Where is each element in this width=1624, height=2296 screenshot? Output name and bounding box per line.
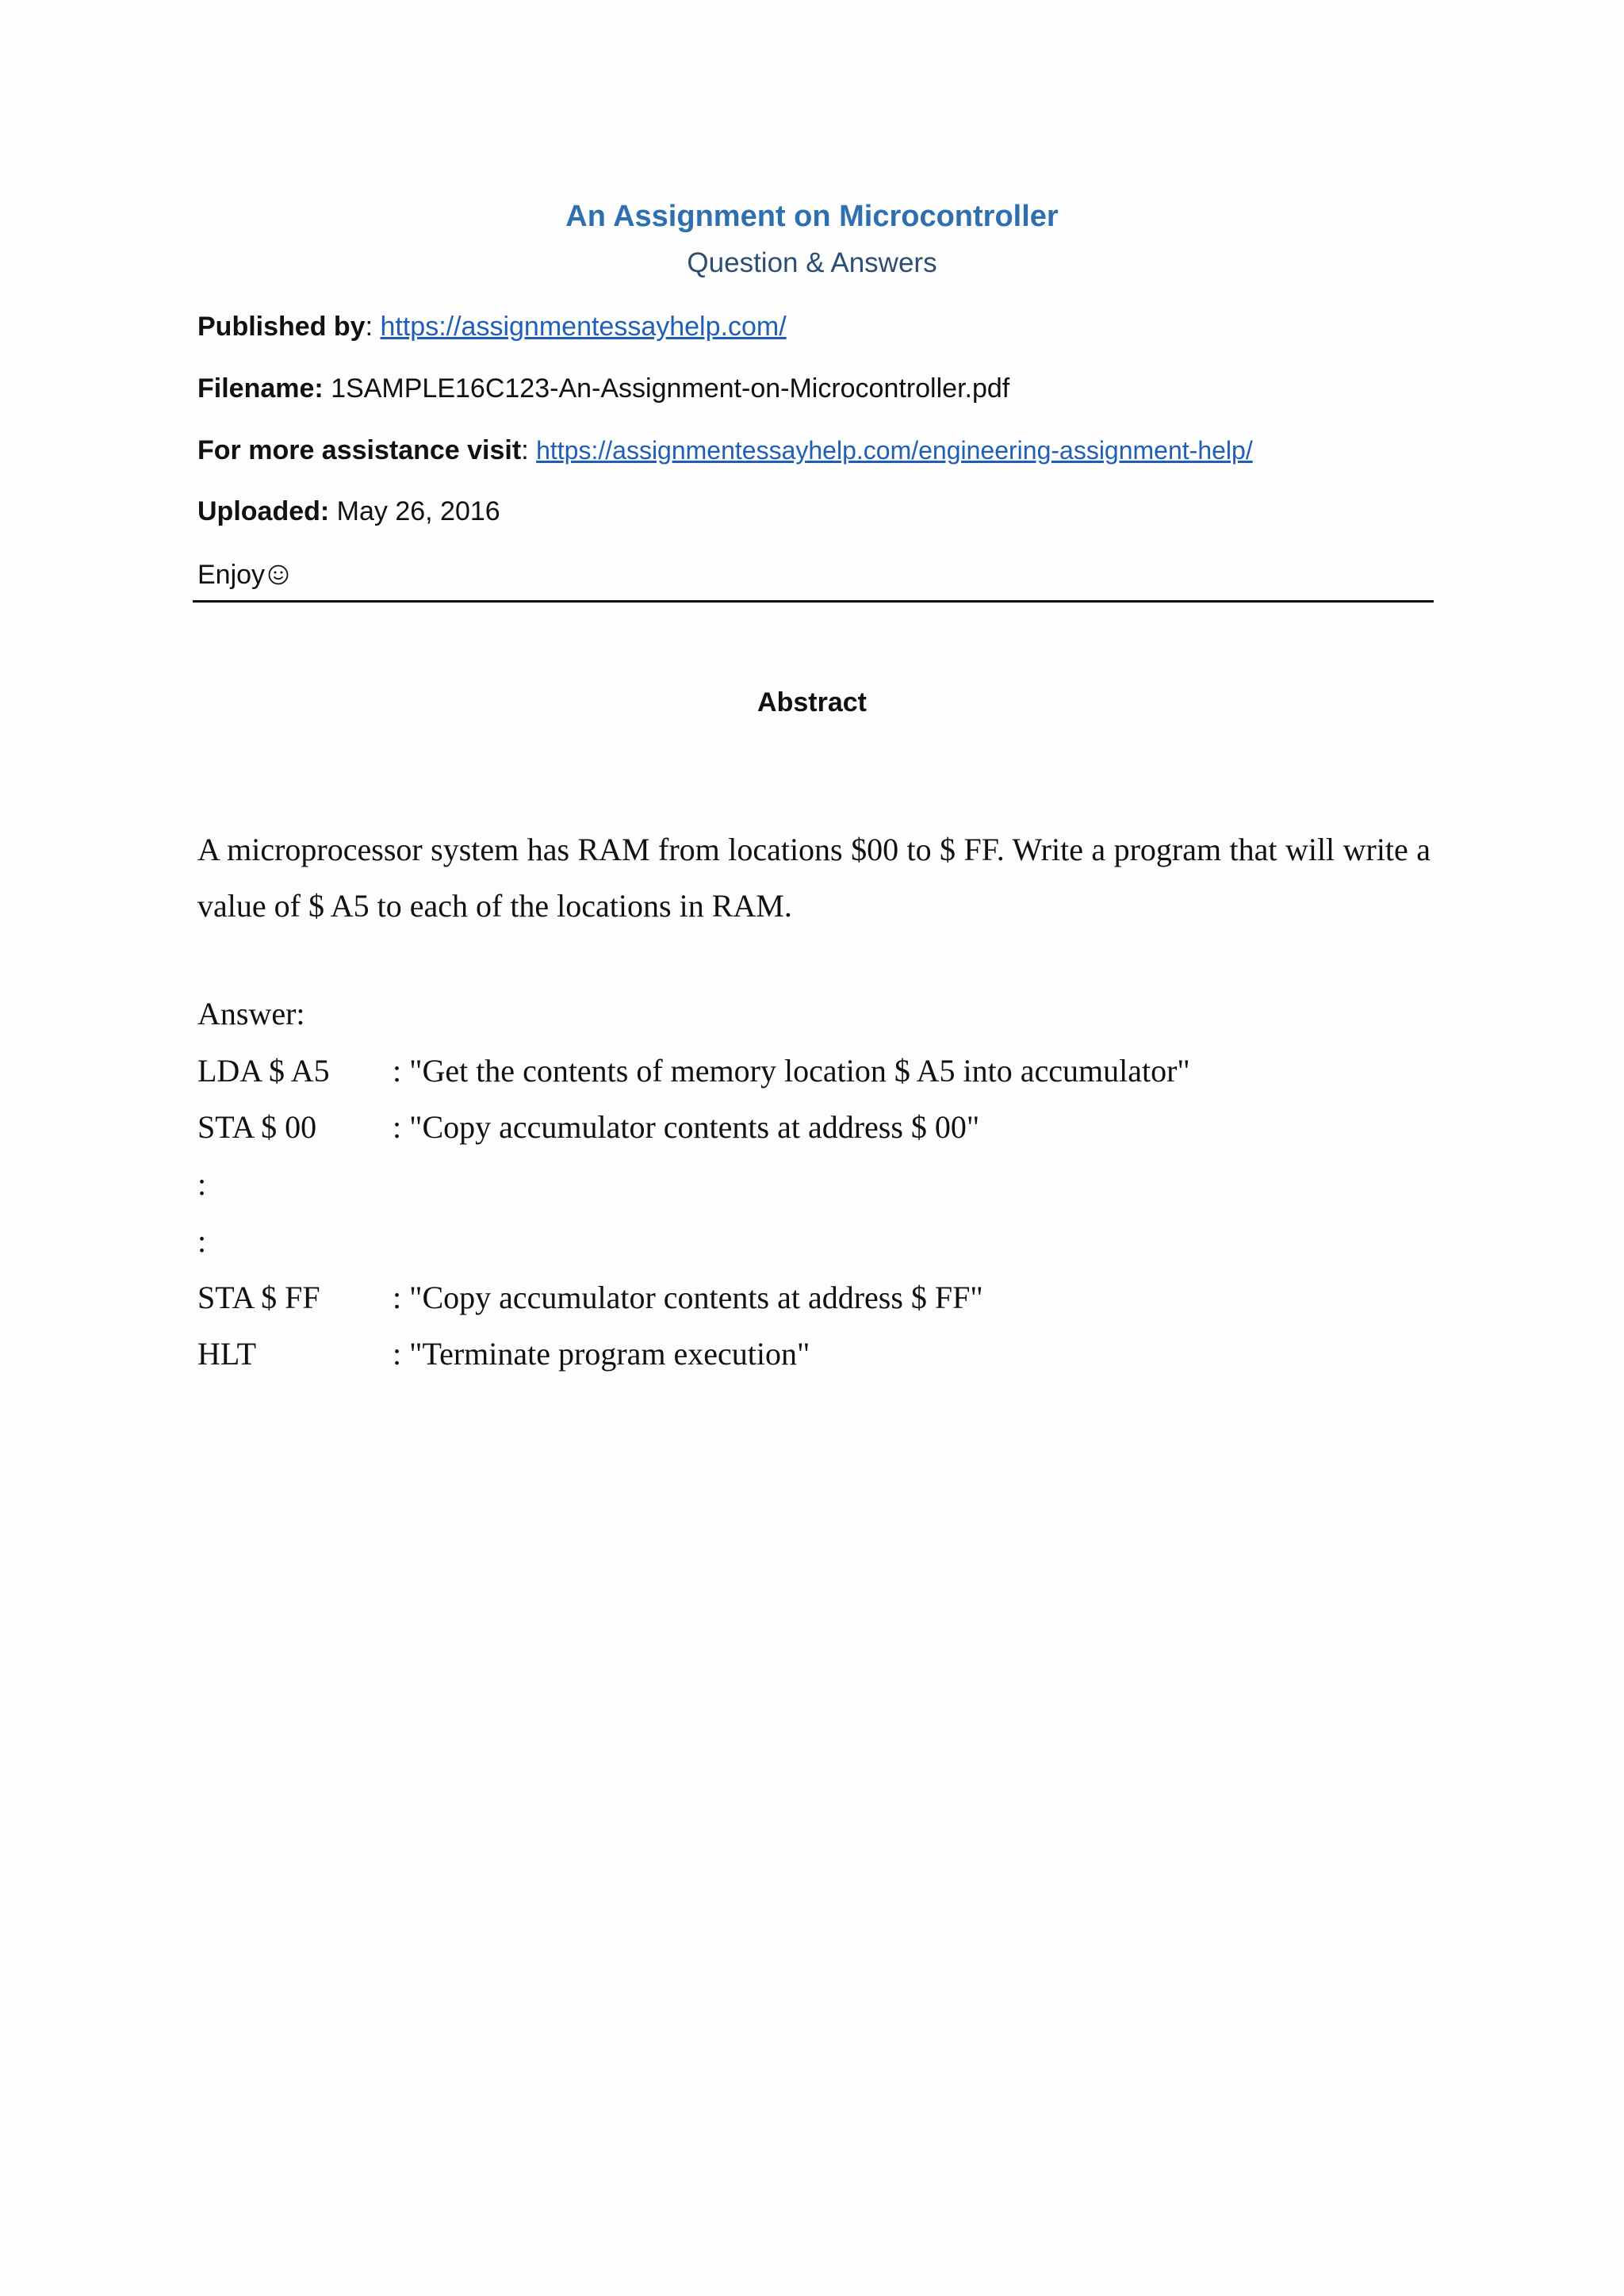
code-line xyxy=(197,1279,983,1316)
code-instruction: HLT xyxy=(197,1336,257,1372)
code-line xyxy=(197,1052,1190,1089)
published-by-link[interactable]: https://assignmentessayhelp.com/ xyxy=(380,312,787,342)
uploaded-date: May 26, 2016 xyxy=(336,496,500,526)
smiley-icon xyxy=(268,564,289,585)
published-by-label: Published by xyxy=(197,312,366,342)
header-divider xyxy=(193,600,1434,603)
uploaded-label: Uploaded: xyxy=(197,496,330,526)
code-line xyxy=(197,1223,393,1260)
assistance-separator: : xyxy=(521,435,529,465)
enjoy-text: Enjoy xyxy=(197,560,266,590)
code-instruction: LDA $ A5 xyxy=(197,1053,330,1089)
code-comment: : "Copy accumulator contents at address $ 00" xyxy=(393,1109,980,1145)
code-instruction: : xyxy=(197,1223,207,1259)
published-by-row xyxy=(197,312,787,342)
code-line xyxy=(197,1165,393,1203)
code-comment: : "Terminate program execution" xyxy=(393,1336,810,1372)
code-line xyxy=(197,1335,810,1372)
document-subtitle: Question & Answers xyxy=(687,247,937,278)
filename-row xyxy=(197,373,1009,404)
enjoy-row xyxy=(197,560,289,591)
code-instruction: : xyxy=(197,1166,207,1202)
code-instruction: STA $ FF xyxy=(197,1280,320,1315)
code-instruction: STA $ 00 xyxy=(197,1109,317,1145)
abstract-heading: Abstract xyxy=(757,687,867,718)
assistance-row xyxy=(197,435,1253,466)
assistance-link[interactable]: https://assignmentessayhelp.com/engineering-assignment-help/ xyxy=(536,436,1253,465)
document-title: An Assignment on Microcontroller xyxy=(565,200,1059,233)
code-comment: : "Copy accumulator contents at address $ FF" xyxy=(393,1280,983,1315)
question-paragraph: A microprocessor system has RAM from locations $00 to $ FF. Write a program that will write a value of $ A5 to each of the locations in RAM. xyxy=(197,832,1431,924)
answer-label: Answer: xyxy=(197,996,305,1031)
uploaded-row xyxy=(197,496,500,527)
assistance-label: For more assistance visit xyxy=(197,435,522,465)
filename-value: 1SAMPLE16C123-An-Assignment-on-Microcontroller.pdf xyxy=(331,373,1010,404)
published-by-separator: : xyxy=(365,312,373,342)
code-line xyxy=(197,1108,979,1146)
filename-label: Filename: xyxy=(197,373,324,404)
code-comment: : "Get the contents of memory location $ A5 into accumulator" xyxy=(393,1053,1190,1089)
